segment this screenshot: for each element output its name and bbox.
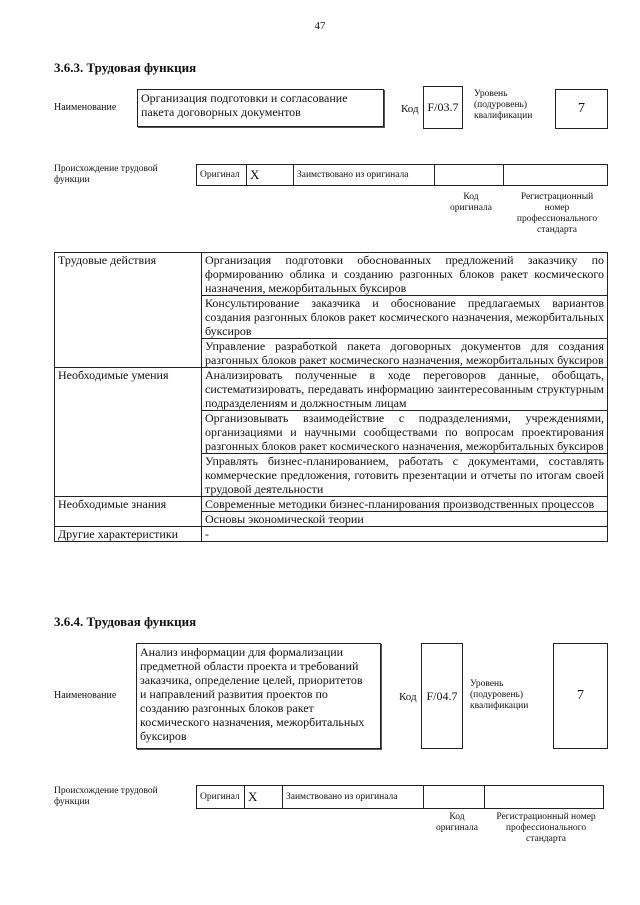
original-label: Оригинал [197, 165, 247, 185]
reg-number-cell [504, 165, 607, 185]
other-header: Другие характеристики [55, 527, 202, 542]
origin-label-line: функции [54, 175, 90, 185]
original-mark: X [247, 165, 294, 185]
level-box-364: 7 [553, 643, 608, 749]
caption-line: Код [449, 812, 465, 822]
table-row [55, 253, 608, 296]
code-original-cell [435, 165, 504, 185]
knowledge-header: Необходимые знания [55, 497, 202, 527]
level-label-line: (подуровень) [474, 100, 528, 110]
table-cell: Основы экономической теории [202, 512, 608, 527]
function-name-box-364 [136, 643, 381, 749]
caption-line: Регистрационный [520, 192, 594, 202]
origin-label-line: Происхождение трудовой [54, 786, 158, 796]
table-cell: Анализировать полученные в ходе переговоров данные, обобщать, систематизировать, передавать информацию заинтересованным структурным подразделениям и должностным лицам [202, 368, 608, 411]
origin-row-363 [196, 164, 608, 186]
level-label-363 [474, 89, 532, 122]
table-cell: Организовывать взаимодействие с подразделениями, учреждениями, организациями и научными сообществами по вопросам проектирования разгонных блоков ракет космического назначения, межорбитальных буксиров [202, 411, 608, 454]
function-name-line: созданию разгонных блоков ракет [140, 701, 314, 715]
borrowed-label: Заимствовано из оригинала [294, 165, 435, 185]
function-table [54, 252, 608, 542]
function-name-line: буксиров [140, 729, 187, 743]
code-label-363: Код [401, 103, 419, 115]
table-row [55, 368, 608, 411]
original-label: Оригинал [197, 786, 245, 808]
function-name-line: пакета договорных документов [141, 105, 301, 119]
table-cell: Управлять бизнес-планированием, работать с документами, составлять коммерческие предложения, готовить презентации и отчеты по итогам своей трудовой деятельности [202, 454, 608, 497]
function-name-line: предметной области проекта и требований [140, 659, 359, 673]
section-title-363: 3.6.3. Трудовая функция [54, 60, 197, 75]
caption-line: Код [463, 192, 479, 202]
level-label-364 [470, 679, 528, 712]
table-cell: - [202, 527, 608, 542]
function-name-line: Организация подготовки и согласование [141, 91, 348, 105]
code-box-363: F/03.7 [423, 86, 463, 129]
caption-line: профессионального [505, 823, 587, 833]
code-original-cell [424, 786, 485, 808]
code-label-364: Код [399, 691, 417, 703]
level-label-line: Уровень [470, 679, 504, 689]
level-label-line: Уровень [474, 89, 508, 99]
origin-row-364 [196, 785, 604, 809]
table-cell: Современные методики бизнес-планирования производственных процессов [202, 497, 608, 512]
function-name-line: заказчика, определение целей, приоритетов [140, 673, 363, 687]
level-label-line: квалификации [470, 701, 529, 711]
name-label-364: Наименование [54, 690, 117, 701]
caption-line: Регистрационный номер [496, 812, 596, 822]
section-title-364: 3.6.4. Трудовая функция [54, 614, 197, 629]
function-name-line: космического назначения, межорбитальных [140, 715, 365, 729]
borrowed-label: Заимствовано из оригинала [283, 786, 424, 808]
level-box-363: 7 [555, 89, 608, 129]
table-cell: Консультирование заказчика и обоснование предлагаемых вариантов создания разгонных блоков ракет космического назначения, межорбитальных буксиров [202, 296, 608, 339]
page-number: 47 [314, 20, 326, 32]
code-original-caption-363 [436, 192, 506, 214]
level-label-line: (подуровень) [470, 690, 524, 700]
code-box-364: F/04.7 [421, 643, 463, 749]
caption-line: номер [544, 203, 570, 213]
skills-header: Необходимые умения [55, 368, 202, 497]
origin-label-line: Происхождение трудовой [54, 164, 158, 174]
caption-line: профессионального [516, 214, 598, 224]
reg-number-caption-363 [506, 192, 608, 236]
caption-line: стандарта [526, 834, 566, 844]
origin-label-363 [54, 164, 158, 186]
code-original-caption-364 [426, 812, 488, 834]
original-mark: X [245, 786, 283, 808]
function-name-line: и направлений развития проектов по [140, 687, 328, 701]
table-cell: Управление разработкой пакета договорных документов для создания разгонных блоков ракет космического назначения, межорбитальных буксиров [202, 339, 608, 368]
caption-line: оригинала [436, 823, 478, 833]
table-row [55, 527, 608, 542]
origin-label-line: функции [54, 797, 90, 807]
level-label-line: квалификации [474, 111, 533, 121]
table-cell: Организация подготовки обоснованных предложений заказчику по формированию облика и созданию разгонных блоков ракет космического назначения, межорбитальных буксиров [202, 253, 608, 296]
origin-label-364 [54, 786, 158, 808]
name-label-363: Наименование [54, 102, 117, 113]
caption-line: оригинала [450, 203, 492, 213]
table-row [55, 497, 608, 512]
reg-number-cell [485, 786, 603, 808]
reg-number-caption-364 [484, 812, 608, 845]
caption-line: стандарта [537, 225, 577, 235]
function-name-line: Анализ информации для формализации [140, 645, 344, 659]
labor-actions-header: Трудовые действия [55, 253, 202, 368]
function-name-box-363 [137, 89, 384, 127]
